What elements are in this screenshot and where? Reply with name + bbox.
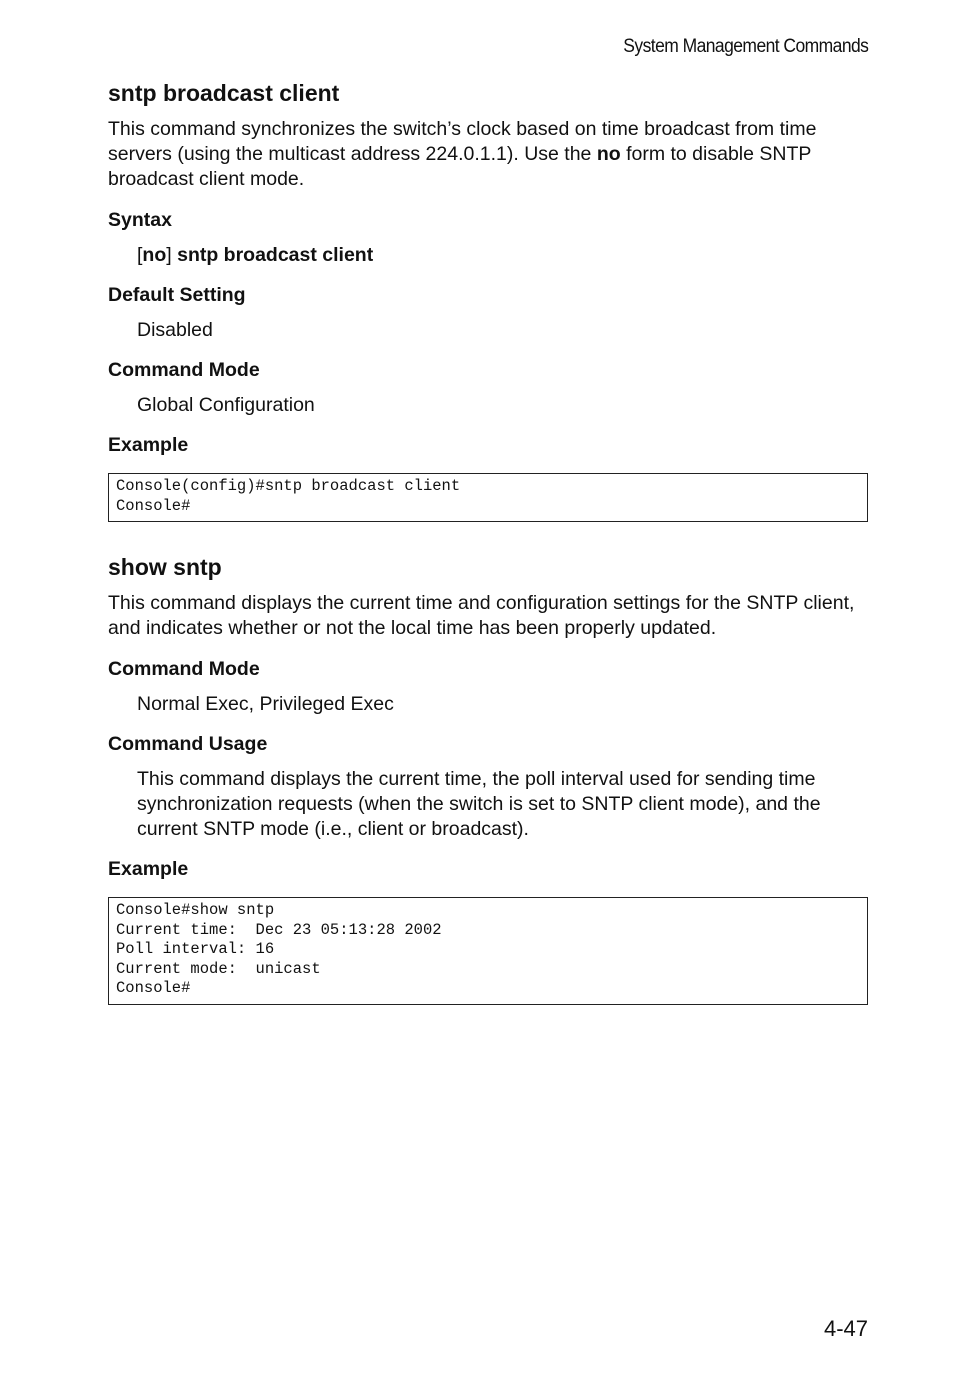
code-line: Current time: Dec 23 05:13:28 2002 — [116, 920, 442, 939]
section-sntp-broadcast-client — [108, 78, 868, 522]
code-line: Console# — [116, 496, 191, 515]
code-line: Console# — [116, 979, 191, 997]
code-line: Console(config)#sntp broadcast client — [116, 477, 461, 495]
page-content — [108, 78, 868, 1005]
syntax-heading: Syntax — [108, 209, 172, 231]
syntax-command: sntp broadcast client — [177, 244, 374, 266]
section-title: show sntp — [108, 554, 222, 580]
default-setting-value: Disabled — [137, 319, 213, 341]
default-setting-heading: Default Setting — [108, 284, 246, 306]
example-heading: Example — [108, 858, 189, 880]
section-description — [108, 117, 868, 192]
bracket-open: [ — [137, 244, 143, 266]
command-mode-heading: Command Mode — [108, 359, 260, 381]
command-usage-text: This command displays the current time, the poll interval used for sending time synchronization requests (when the switch is set to SNTP client mode), and the current SNTP mode (i.e., client or broadcast). — [137, 768, 821, 840]
code-line: Current mode: unicast — [116, 959, 321, 978]
code-line: Console#show sntp — [116, 901, 275, 919]
bracket-close: ] — [166, 244, 178, 266]
running-header: System Management Commands — [622, 36, 868, 57]
section-description: This command displays the current time and configuration settings for the SNTP client, and indicates whether or not the local time has been properly updated. — [108, 592, 855, 639]
code-example — [108, 897, 868, 1005]
syntax-no: no — [142, 244, 167, 266]
example-heading: Example — [108, 434, 189, 456]
page-number: 4-47 — [823, 1316, 868, 1341]
command-usage-heading: Command Usage — [108, 733, 268, 755]
description-text: form to disable SNTP broadcast client mode. — [108, 143, 812, 190]
keyword-no: no — [596, 143, 621, 165]
section-title: sntp broadcast client — [108, 80, 340, 106]
syntax-line — [108, 243, 868, 268]
command-mode-heading: Command Mode — [108, 658, 260, 680]
section-show-sntp — [108, 552, 868, 1005]
command-mode-value: Normal Exec, Privileged Exec — [137, 693, 394, 715]
command-mode-value: Global Configuration — [137, 394, 315, 416]
description-text: This command synchronizes the switch’s clock based on time broadcast from time servers (using the multicast address 224.0.1.1). Use the — [108, 118, 817, 165]
code-line: Poll interval: 16 — [116, 940, 275, 958]
code-example — [108, 473, 868, 522]
